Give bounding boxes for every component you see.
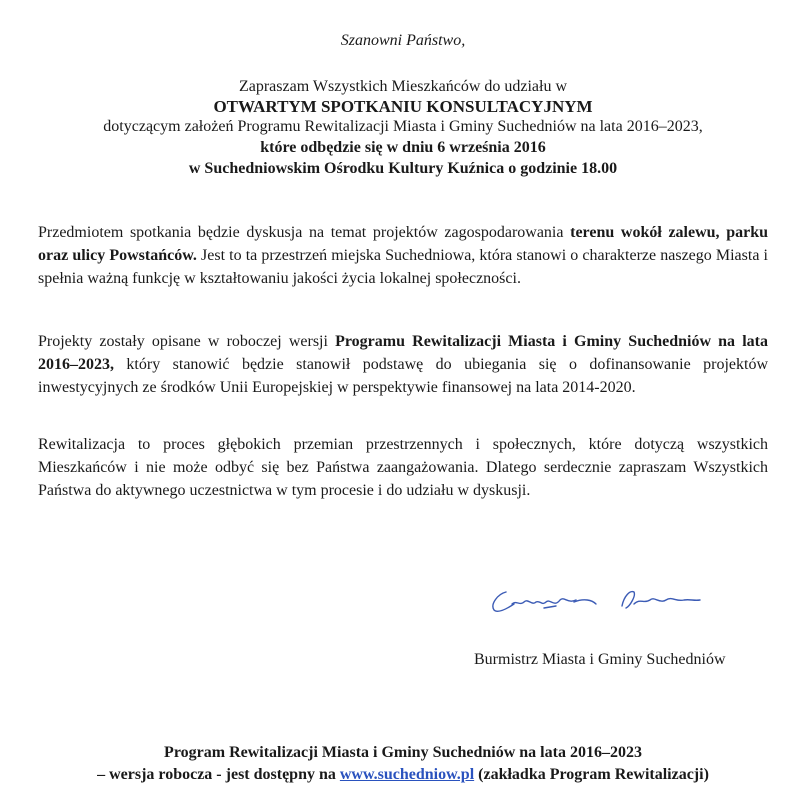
- footer-text: (zakładka Program Rewitalizacji): [474, 766, 709, 783]
- signature: [484, 582, 724, 622]
- meeting-date: które odbędzie się w dniu 6 września 2016: [260, 139, 546, 156]
- paragraph-text: Projekty zostały opisane w roboczej wersji: [38, 333, 336, 350]
- footer-text: – wersja robocza - jest dostępny na: [97, 766, 340, 783]
- paragraph-subject: [38, 221, 768, 290]
- invite-line: Zapraszam Wszystkich Mieszkańców do udziału w: [238, 78, 568, 95]
- paragraph-revitalization: Rewitalizacja to proces głębokich przemian przestrzennych i społecznych, które dotyczą wszystkich Mieszkańców i nie może odbyć się bez Państwa zaangażowania. Dlatego serdecznie zapraszam Wszystkich Państwa do aktywnego uczestnictwa w tym procesie i do udziału w dyskusji.: [38, 436, 768, 499]
- paragraph-text: Jest to ta przestrzeń miejska Suchedniowa, która stanowi o charakterze naszego Miasta i spełnia ważną funkcję w kształtowaniu jakości życia lokalnej społeczności.: [38, 247, 768, 287]
- paragraph-projects: [38, 330, 768, 399]
- meeting-place-time: w Suchedniowskim Ośrodku Kultury Kuźnica o godzinie 18.00: [188, 160, 618, 177]
- invite-subject: dotyczącym założeń Programu Rewitalizacji Miasta i Gminy Suchedniów na lata 2016–2023,: [103, 118, 703, 135]
- footer-program: Program Rewitalizacji Miasta i Gminy Suchedniów na lata 2016–2023: [164, 744, 642, 761]
- paragraph-emphasis: terenu wokół zalewu, parku oraz ulicy Powstańców.: [38, 224, 768, 264]
- website-link[interactable]: www.suchedniow.pl: [339, 766, 475, 783]
- paragraph-text: Przedmiotem spotkania będzie dyskusja na temat projektów zagospodarowania: [38, 224, 571, 241]
- meeting-title: OTWARTYM SPOTKANIU KONSULTACYJNYM: [213, 97, 593, 116]
- salutation: Szanowni Państwo,: [340, 32, 466, 49]
- paragraph-emphasis: Programu Rewitalizacji Miasta i Gminy Suchedniów na lata 2016–2023,: [38, 333, 768, 373]
- signer-title: Burmistrz Miasta i Gminy Suchedniów: [474, 651, 726, 668]
- footer-availability: [0, 766, 806, 784]
- paragraph-text: który stanowić będzie stanowił podstawę do ubiegania się o dofinansowanie projektów inwestycyjnych ze środków Unii Europejskiej w perspektywie finansowej na lata 2014-2020.: [38, 356, 768, 396]
